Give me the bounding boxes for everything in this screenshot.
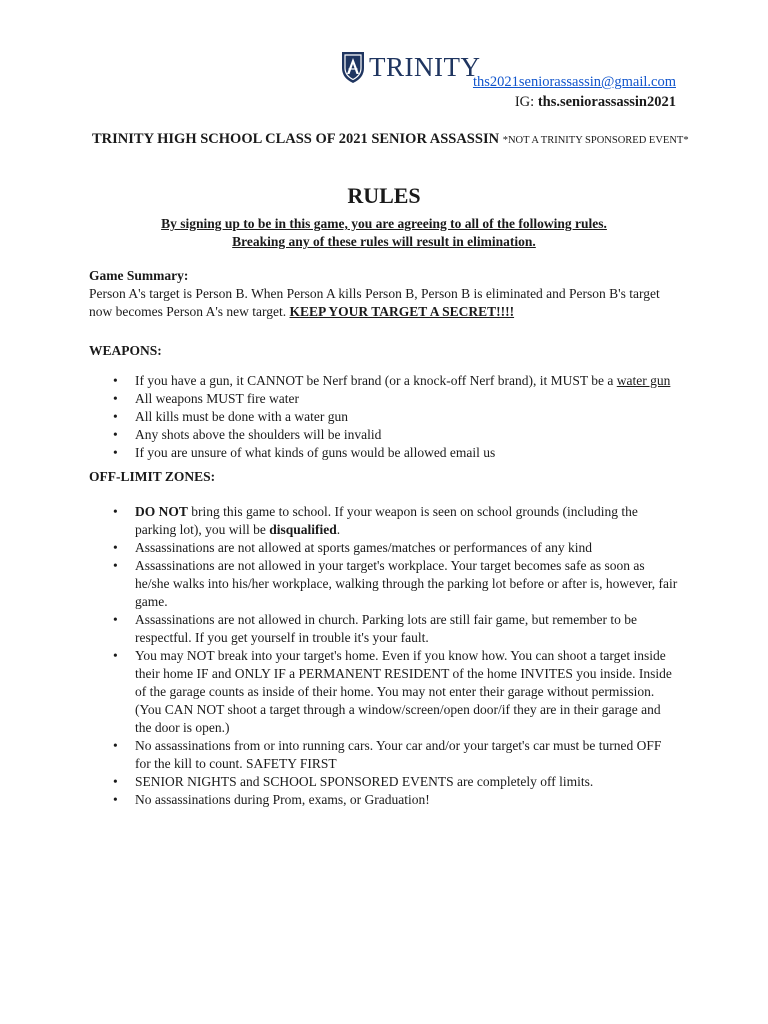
contact-block — [473, 72, 676, 112]
list-item: • No assassinations during Prom, exams, or Graduation! — [89, 791, 679, 809]
weapons-label: WEAPONS: — [89, 343, 162, 358]
zones-item-1-end: . — [336, 522, 341, 537]
event-title-text: TRINITY HIGH SCHOOL CLASS OF 2021 SENIOR ASSASSIN — [92, 131, 500, 147]
zones-list — [89, 503, 679, 809]
game-summary-label: Game Summary: — [89, 268, 189, 283]
game-summary-body: Person A's target is Person B. When Person A kills Person B, Person B is eliminated and Person B's target now becomes Person A's new target. — [89, 286, 660, 319]
weapons-list — [89, 372, 679, 462]
keep-secret-emphasis: KEEP YOUR TARGET A SECRET!!!! — [289, 304, 515, 319]
list-item — [89, 372, 679, 390]
list-item: • If you are unsure of what kinds of guns would be allowed email us — [89, 444, 679, 462]
agreement-notice — [0, 215, 768, 251]
list-item: • Assassinations are not allowed at sports games/matches or performances of any kind — [89, 539, 679, 557]
list-item: • Any shots above the shoulders will be invalid — [89, 426, 679, 444]
disqualified-emphasis: disqualified — [269, 522, 337, 537]
crest-icon — [340, 50, 366, 84]
list-item: • Assassinations are not allowed in church. Parking lots are still fair game, but remember to be respectful. If you get yourself in trouble it's your fault. — [89, 611, 679, 647]
list-item: • No assassinations from or into running cars. Your car and/or your target's car must be turned OFF for the kill to count. SAFETY FIRST — [89, 737, 679, 773]
event-title — [92, 131, 689, 148]
list-item: • SENIOR NIGHTS and SCHOOL SPONSORED EVENTS are completely off limits. — [89, 773, 679, 791]
zones-item-1-text: bring this game to school. If your weapon is seen on school grounds (including the parking lot), you will be — [135, 504, 638, 537]
water-gun-text: water gun — [616, 373, 671, 388]
rules-heading: RULES — [347, 183, 421, 208]
list-item — [89, 503, 679, 539]
list-item: • Assassinations are not allowed in your target's workplace. Your target becomes safe as soon as he/she walks into his/her workplace, walking through the parking lot before or after is, however, fair game. — [89, 557, 679, 611]
do-not-emphasis: DO NOT — [135, 504, 188, 519]
ig-label: IG: — [514, 94, 535, 110]
agreement-line-1: By signing up to be in this game, you are agreeing to all of the following rules. — [161, 216, 607, 231]
off-limit-zones-label: OFF-LIMIT ZONES: — [89, 469, 216, 484]
trinity-logo — [340, 50, 480, 84]
list-item: • You may NOT break into your target's home. Even if you know how. You can shoot a target inside their home IF and ONLY IF a PERMANENT RESIDENT of the home INVITES you inside. Inside of the garage counts as inside of their home. You may not enter their garage without permission. (You CAN NOT shoot a target through a window/screen/open door/if they are in their garage and the door is open.) — [89, 647, 679, 737]
game-summary-section — [89, 267, 679, 321]
logo-wordmark: TRINITY — [369, 51, 481, 82]
off-limit-zones-section — [89, 468, 679, 809]
event-note: *NOT A TRINITY SPONSORED EVENT* — [502, 135, 689, 146]
weapons-item-1: If you have a gun, it CANNOT be Nerf brand (or a knock-off Nerf brand), it MUST be a — [135, 373, 614, 388]
agreement-line-2: Breaking any of these rules will result in elimination. — [232, 234, 536, 249]
instagram-line — [473, 92, 676, 112]
weapons-section — [89, 342, 679, 462]
list-item: • All kills must be done with a water gun — [89, 408, 679, 426]
email-link[interactable]: ths2021seniorassassin@gmail.com — [472, 74, 676, 90]
game-summary-text — [89, 285, 679, 321]
list-item: • All weapons MUST fire water — [89, 390, 679, 408]
ig-handle: ths.seniorassassin2021 — [537, 94, 676, 110]
